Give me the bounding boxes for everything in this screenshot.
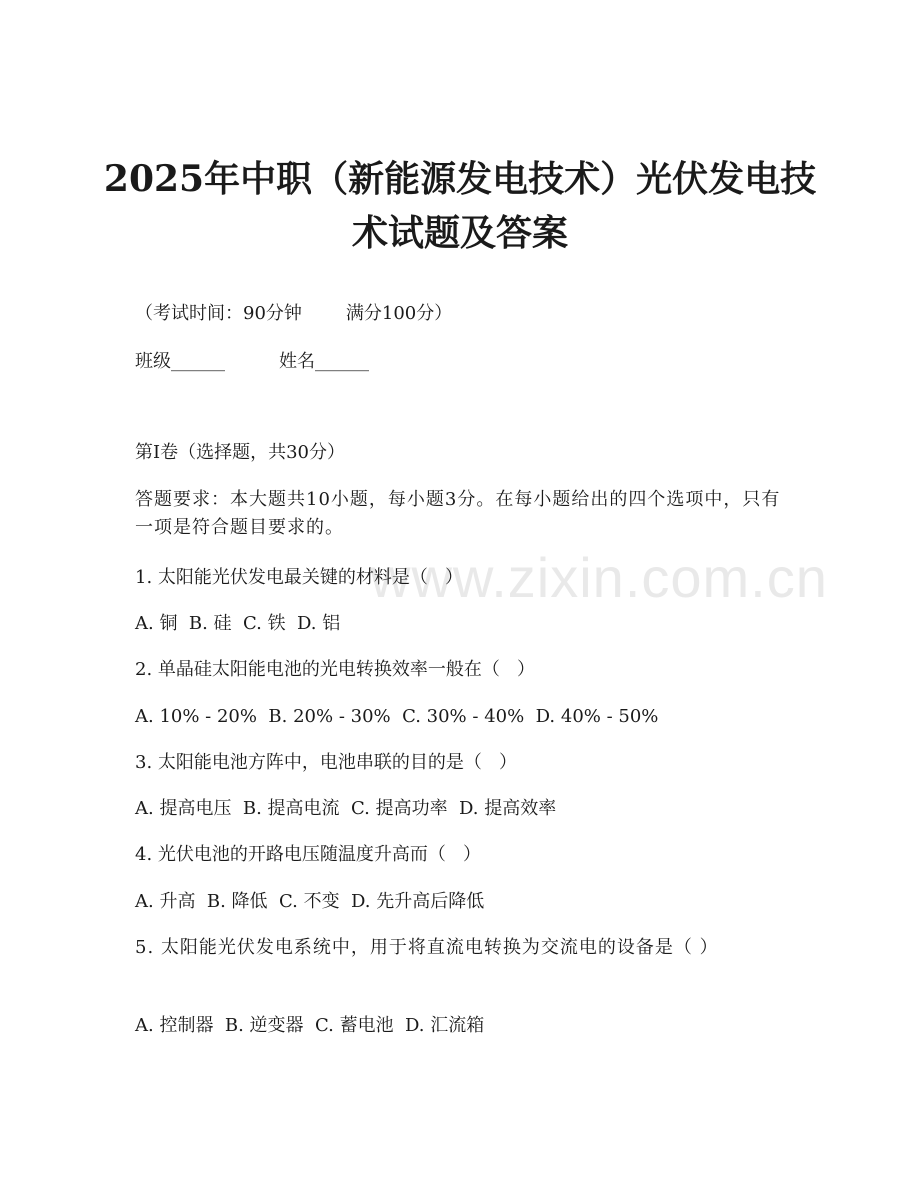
class-field: 班级______ <box>135 351 225 372</box>
question-stem: 5. 太阳能光伏发电系统中，用于将直流电转换为交流电的设备是（ ） <box>135 937 719 958</box>
question-options: A. 铜 B. 硅 C. 铁 D. 铝 <box>135 613 341 634</box>
student-info <box>135 348 785 376</box>
question-options: A. 提高电压 B. 提高电流 C. 提高功率 D. 提高效率 <box>135 798 557 819</box>
question-stem: 2. 单晶硅太阳能电池的光电转换效率一般在（ ） <box>135 659 536 680</box>
question-options: A. 控制器 B. 逆变器 C. 蓄电池 D. 汇流箱 <box>135 1015 485 1036</box>
question-options: A. 升高 B. 降低 C. 不变 D. 先升高后降低 <box>135 891 485 912</box>
title-line-2: 术试题及答案 <box>351 212 568 254</box>
question-stem: 4. 光伏电池的开路电压随温度升高而（ ） <box>135 844 482 865</box>
question-options: A. 10% - 20% B. 20% - 30% C. 30% - 40% D. 40% - 50% <box>135 706 659 727</box>
instructions: 答题要求：本大题共10小题，每小题3分。在每小题给出的四个选项中，只有一项是符合题目要求的。 <box>135 489 781 538</box>
full-score: 满分100分） <box>345 303 453 324</box>
document-title <box>100 152 820 260</box>
question-stem: 3. 太阳能电池方阵中，电池串联的目的是（ ） <box>135 752 518 773</box>
exam-info <box>135 300 785 328</box>
watermark: www.zixin.com.cn <box>370 546 828 609</box>
name-field: 姓名______ <box>279 351 369 372</box>
exam-time: （考试时间：90分钟 <box>135 303 302 324</box>
title-line-1: 2025年中职（新能源发电技术）光伏发电技 <box>103 158 817 200</box>
section-heading: 第I卷（选择题，共30分） <box>135 442 346 463</box>
question-stem: 1. 太阳能光伏发电最关键的材料是（ ） <box>135 567 464 588</box>
